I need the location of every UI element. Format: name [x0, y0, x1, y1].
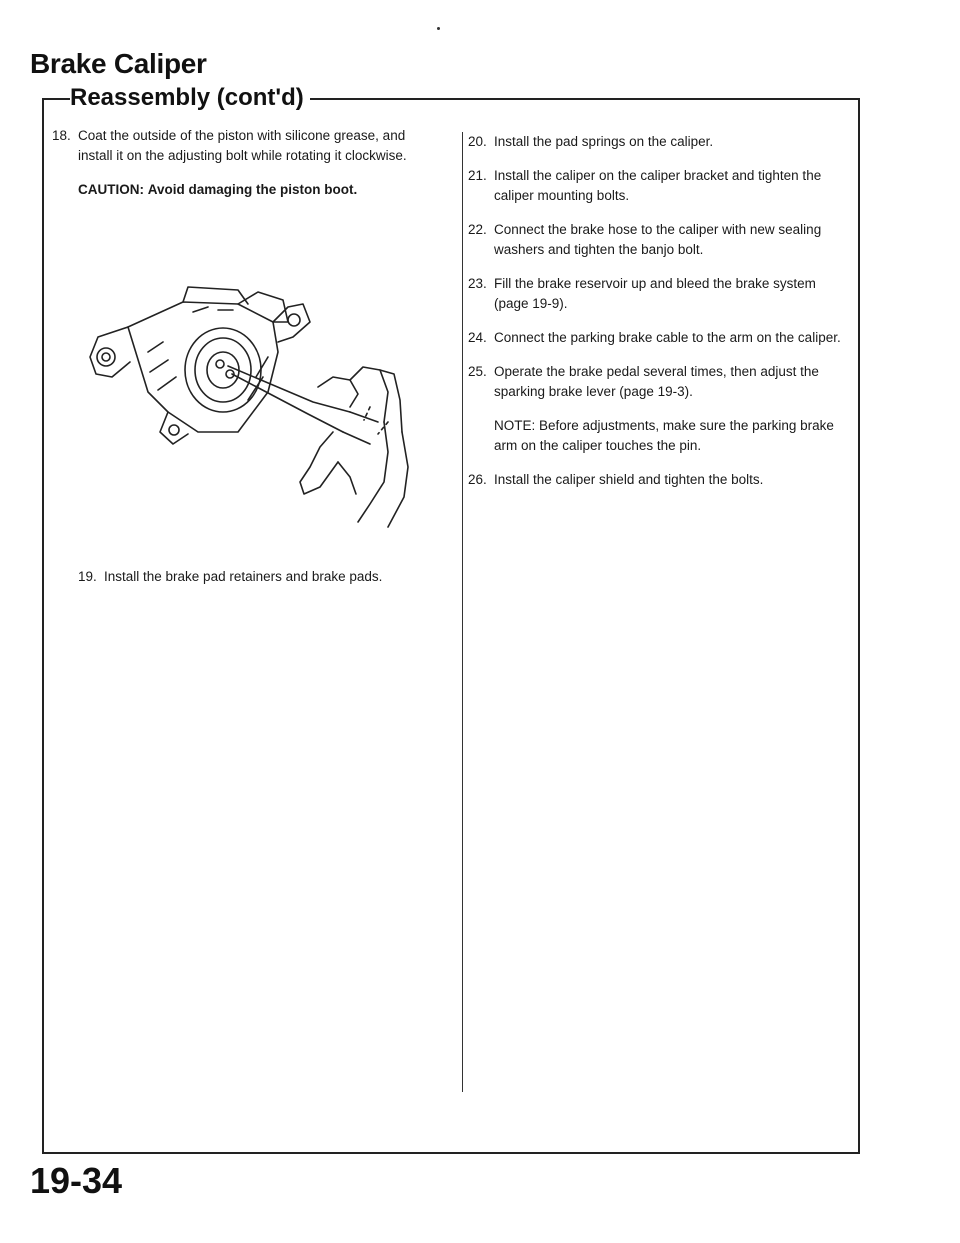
page-number: 19-34: [30, 1160, 123, 1201]
step-20: [468, 132, 848, 152]
step-text: Fill the brake reservoir up and bleed the brake system (page 19-9).: [494, 276, 816, 311]
step-23: [468, 274, 848, 314]
step-text: Install the brake pad retainers and brake pads.: [104, 569, 383, 584]
step-number: 19.: [78, 569, 97, 584]
step-24: [468, 328, 848, 348]
step-text: Connect the brake hose to the caliper with new sealing washers and tighten the banjo bolt.: [494, 222, 822, 257]
step-number: 25.: [468, 364, 487, 379]
step-26: [468, 470, 848, 490]
caution-label: CAUTION:: [78, 182, 144, 197]
step-text: Operate the brake pedal several times, then adjust the sparking brake lever (page 19-3).: [494, 364, 819, 399]
step-number: 20.: [468, 134, 487, 149]
caliper-piston-illustration: [88, 282, 438, 547]
scan-dot: [437, 27, 440, 30]
note-text: NOTE: Before adjustments, make sure the parking brake arm on the caliper touches the pin.: [494, 418, 834, 453]
step-number: 18.: [52, 128, 71, 143]
step-number: 21.: [468, 168, 487, 183]
caution-text: Avoid damaging the piston boot.: [147, 182, 358, 197]
page-title: Brake Caliper: [30, 48, 207, 79]
step-25: [468, 362, 848, 402]
step-21: [468, 166, 848, 206]
step-text: Install the caliper on the caliper bracket and tighten the caliper mounting bolts.: [494, 168, 822, 203]
step-text: Coat the outside of the piston with silicone grease, and install it on the adjusting bolt while rotating it clockwise.: [78, 128, 407, 163]
step-text: Connect the parking brake cable to the arm on the caliper.: [494, 330, 841, 345]
right-column: [468, 132, 848, 504]
step-number: 24.: [468, 330, 487, 345]
column-divider: [462, 132, 463, 1092]
step-22: [468, 220, 848, 260]
section-subtitle: Reassembly (cont'd): [70, 84, 310, 112]
caution-note: [78, 180, 440, 200]
step-18: [52, 126, 440, 166]
step-number: 23.: [468, 276, 487, 291]
step-19: [78, 569, 382, 584]
step-text: Install the pad springs on the caliper.: [494, 134, 714, 149]
step-text: Install the caliper shield and tighten the bolts.: [494, 472, 764, 487]
left-column: [52, 126, 440, 200]
step-number: 22.: [468, 222, 487, 237]
step-number: 26.: [468, 472, 487, 487]
